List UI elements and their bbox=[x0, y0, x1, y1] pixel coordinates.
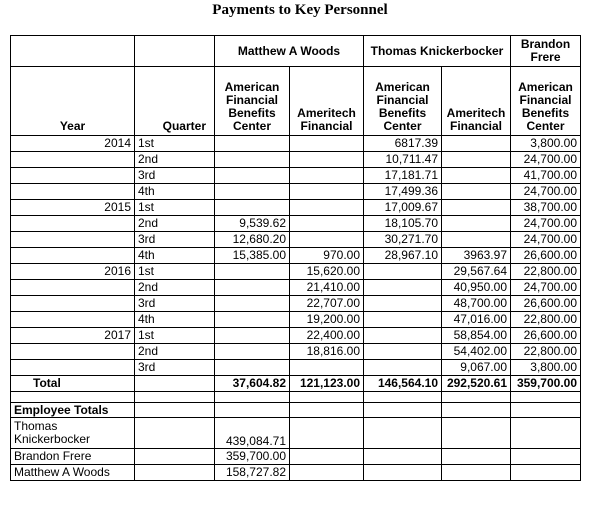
bf-afbc-cell: 3,800.00 bbox=[511, 136, 581, 152]
employee-totals-heading: Employee Totals bbox=[11, 403, 135, 418]
table-row bbox=[11, 280, 581, 296]
employee-total-row bbox=[11, 465, 581, 481]
bf-afbc-cell: 24,700.00 bbox=[511, 232, 581, 248]
mw-afbc-cell bbox=[215, 344, 290, 360]
quarter-cell: 1st bbox=[135, 200, 215, 216]
total-tk-ameritech: 292,520.61 bbox=[442, 376, 511, 392]
quarter-cell: 4th bbox=[135, 312, 215, 328]
mw-afbc-cell bbox=[215, 136, 290, 152]
mw-ameritech-cell bbox=[290, 200, 364, 216]
bf-afbc-cell: 22,800.00 bbox=[511, 264, 581, 280]
quarter-cell: 3rd bbox=[135, 168, 215, 184]
employee-total-row bbox=[11, 449, 581, 465]
payments-table bbox=[10, 35, 581, 481]
tk-afbc-cell: 17,499.36 bbox=[364, 184, 442, 200]
mw-ameritech-cell bbox=[290, 168, 364, 184]
tk-ameritech-cell: 47,016.00 bbox=[442, 312, 511, 328]
mw-ameritech-cell bbox=[290, 232, 364, 248]
mw-afbc-cell bbox=[215, 296, 290, 312]
year-cell bbox=[11, 152, 135, 168]
quarter-cell: 2nd bbox=[135, 216, 215, 232]
table-row bbox=[11, 168, 581, 184]
total-tk-afbc: 146,564.10 bbox=[364, 376, 442, 392]
quarter-header: Quarter bbox=[135, 67, 215, 136]
year-cell bbox=[11, 216, 135, 232]
year-cell: 2016 bbox=[11, 264, 135, 280]
mw-ameritech-cell: 18,816.00 bbox=[290, 344, 364, 360]
quarter-cell: 2nd bbox=[135, 280, 215, 296]
tk-afbc-cell bbox=[364, 280, 442, 296]
bf-afbc-cell: 24,700.00 bbox=[511, 152, 581, 168]
table-row bbox=[11, 328, 581, 344]
tk-ameritech-cell: 29,567.64 bbox=[442, 264, 511, 280]
col-header-tk-afbc: American Financial Benefits Center bbox=[364, 67, 442, 136]
tk-afbc-cell bbox=[364, 264, 442, 280]
year-cell bbox=[11, 248, 135, 264]
quarter-cell: 1st bbox=[135, 264, 215, 280]
table-row bbox=[11, 312, 581, 328]
mw-ameritech-cell bbox=[290, 216, 364, 232]
quarter-cell: 1st bbox=[135, 136, 215, 152]
mw-afbc-cell: 15,385.00 bbox=[215, 248, 290, 264]
group-header-row bbox=[11, 36, 581, 67]
total-mw-afbc: 37,604.82 bbox=[215, 376, 290, 392]
tk-ameritech-cell: 40,950.00 bbox=[442, 280, 511, 296]
tk-ameritech-cell: 48,700.00 bbox=[442, 296, 511, 312]
total-mw-ameritech: 121,123.00 bbox=[290, 376, 364, 392]
year-cell bbox=[11, 296, 135, 312]
total-label: Total bbox=[11, 376, 135, 392]
col-header-mw-ameritech: Ameritech Financial bbox=[290, 67, 364, 136]
bf-afbc-cell: 22,800.00 bbox=[511, 344, 581, 360]
bf-afbc-cell: 26,600.00 bbox=[511, 248, 581, 264]
tk-afbc-cell: 30,271.70 bbox=[364, 232, 442, 248]
employee-totals-heading-row bbox=[11, 403, 581, 418]
year-cell bbox=[11, 232, 135, 248]
quarter-cell: 4th bbox=[135, 248, 215, 264]
spacer-row bbox=[11, 392, 581, 403]
mw-ameritech-cell: 22,707.00 bbox=[290, 296, 364, 312]
year-cell: 2015 bbox=[11, 200, 135, 216]
table-row bbox=[11, 248, 581, 264]
bf-afbc-cell: 24,700.00 bbox=[511, 280, 581, 296]
mw-afbc-cell bbox=[215, 264, 290, 280]
tk-ameritech-cell bbox=[442, 168, 511, 184]
mw-ameritech-cell: 15,620.00 bbox=[290, 264, 364, 280]
quarter-cell: 2nd bbox=[135, 344, 215, 360]
mw-afbc-cell bbox=[215, 328, 290, 344]
table-row bbox=[11, 296, 581, 312]
tk-afbc-cell: 28,967.10 bbox=[364, 248, 442, 264]
tk-afbc-cell bbox=[364, 360, 442, 376]
mw-ameritech-cell bbox=[290, 136, 364, 152]
table-row bbox=[11, 200, 581, 216]
mw-afbc-cell bbox=[215, 280, 290, 296]
tk-ameritech-cell: 3963.97 bbox=[442, 248, 511, 264]
employee-amount: 359,700.00 bbox=[215, 449, 290, 465]
employee-name: Thomas Knickerbocker bbox=[11, 418, 135, 449]
table-row bbox=[11, 152, 581, 168]
bf-afbc-cell: 26,600.00 bbox=[511, 328, 581, 344]
bf-afbc-cell: 26,600.00 bbox=[511, 296, 581, 312]
table-row bbox=[11, 360, 581, 376]
tk-ameritech-cell: 54,402.00 bbox=[442, 344, 511, 360]
tk-ameritech-cell: 9,067.00 bbox=[442, 360, 511, 376]
employee-amount: 439,084.71 bbox=[215, 418, 290, 449]
mw-ameritech-cell bbox=[290, 184, 364, 200]
bf-afbc-cell: 3,800.00 bbox=[511, 360, 581, 376]
bf-afbc-cell: 22,800.00 bbox=[511, 312, 581, 328]
bf-afbc-cell: 24,700.00 bbox=[511, 184, 581, 200]
bf-afbc-cell: 41,700.00 bbox=[511, 168, 581, 184]
year-cell: 2017 bbox=[11, 328, 135, 344]
year-cell bbox=[11, 344, 135, 360]
mw-afbc-cell: 12,680.20 bbox=[215, 232, 290, 248]
year-header: Year bbox=[11, 67, 135, 136]
group-header-matthew: Matthew A Woods bbox=[215, 36, 364, 67]
employee-name: Brandon Frere bbox=[11, 449, 135, 465]
mw-ameritech-cell: 970.00 bbox=[290, 248, 364, 264]
tk-ameritech-cell bbox=[442, 184, 511, 200]
year-cell bbox=[11, 360, 135, 376]
col-header-tk-ameritech: Ameritech Financial bbox=[442, 67, 511, 136]
table-row bbox=[11, 216, 581, 232]
mw-afbc-cell bbox=[215, 152, 290, 168]
total-row bbox=[11, 376, 581, 392]
mw-ameritech-cell: 22,400.00 bbox=[290, 328, 364, 344]
quarter-cell: 3rd bbox=[135, 232, 215, 248]
tk-afbc-cell: 17,009.67 bbox=[364, 200, 442, 216]
tk-ameritech-cell bbox=[442, 152, 511, 168]
tk-ameritech-cell bbox=[442, 200, 511, 216]
tk-afbc-cell: 18,105.70 bbox=[364, 216, 442, 232]
year-cell bbox=[11, 312, 135, 328]
tk-ameritech-cell bbox=[442, 216, 511, 232]
total-bf-afbc: 359,700.00 bbox=[511, 376, 581, 392]
employee-amount: 158,727.82 bbox=[215, 465, 290, 481]
tk-ameritech-cell bbox=[442, 136, 511, 152]
year-cell bbox=[11, 184, 135, 200]
mw-afbc-cell bbox=[215, 200, 290, 216]
table-row bbox=[11, 232, 581, 248]
quarter-cell: 2nd bbox=[135, 152, 215, 168]
col-header-bf-afbc: American Financial Benefits Center bbox=[511, 67, 581, 136]
year-cell bbox=[11, 280, 135, 296]
quarter-cell: 3rd bbox=[135, 296, 215, 312]
table-row bbox=[11, 136, 581, 152]
quarter-cell: 3rd bbox=[135, 360, 215, 376]
group-header-thomas: Thomas Knickerbocker bbox=[364, 36, 511, 67]
col-header-mw-afbc: American Financial Benefits Center bbox=[215, 67, 290, 136]
employee-name: Matthew A Woods bbox=[11, 465, 135, 481]
table-row bbox=[11, 264, 581, 280]
tk-afbc-cell bbox=[364, 296, 442, 312]
page-title: Payments to Key Personnel bbox=[212, 2, 388, 18]
mw-ameritech-cell: 21,410.00 bbox=[290, 280, 364, 296]
mw-ameritech-cell: 19,200.00 bbox=[290, 312, 364, 328]
table-row bbox=[11, 344, 581, 360]
mw-afbc-cell bbox=[215, 360, 290, 376]
quarter-cell: 1st bbox=[135, 328, 215, 344]
table-row bbox=[11, 184, 581, 200]
year-cell bbox=[11, 168, 135, 184]
tk-afbc-cell bbox=[364, 312, 442, 328]
mw-afbc-cell bbox=[215, 312, 290, 328]
year-cell: 2014 bbox=[11, 136, 135, 152]
mw-ameritech-cell bbox=[290, 360, 364, 376]
mw-afbc-cell bbox=[215, 184, 290, 200]
tk-afbc-cell: 10,711.47 bbox=[364, 152, 442, 168]
mw-ameritech-cell bbox=[290, 152, 364, 168]
group-header-brandon: Brandon Frere bbox=[511, 36, 581, 67]
tk-ameritech-cell bbox=[442, 232, 511, 248]
quarter-cell: 4th bbox=[135, 184, 215, 200]
bf-afbc-cell: 38,700.00 bbox=[511, 200, 581, 216]
tk-ameritech-cell: 58,854.00 bbox=[442, 328, 511, 344]
tk-afbc-cell bbox=[364, 344, 442, 360]
tk-afbc-cell bbox=[364, 328, 442, 344]
employee-total-row bbox=[11, 418, 581, 449]
tk-afbc-cell: 17,181.71 bbox=[364, 168, 442, 184]
column-header-row bbox=[11, 67, 581, 136]
tk-afbc-cell: 6817.39 bbox=[364, 136, 442, 152]
mw-afbc-cell: 9,539.62 bbox=[215, 216, 290, 232]
mw-afbc-cell bbox=[215, 168, 290, 184]
bf-afbc-cell: 24,700.00 bbox=[511, 216, 581, 232]
